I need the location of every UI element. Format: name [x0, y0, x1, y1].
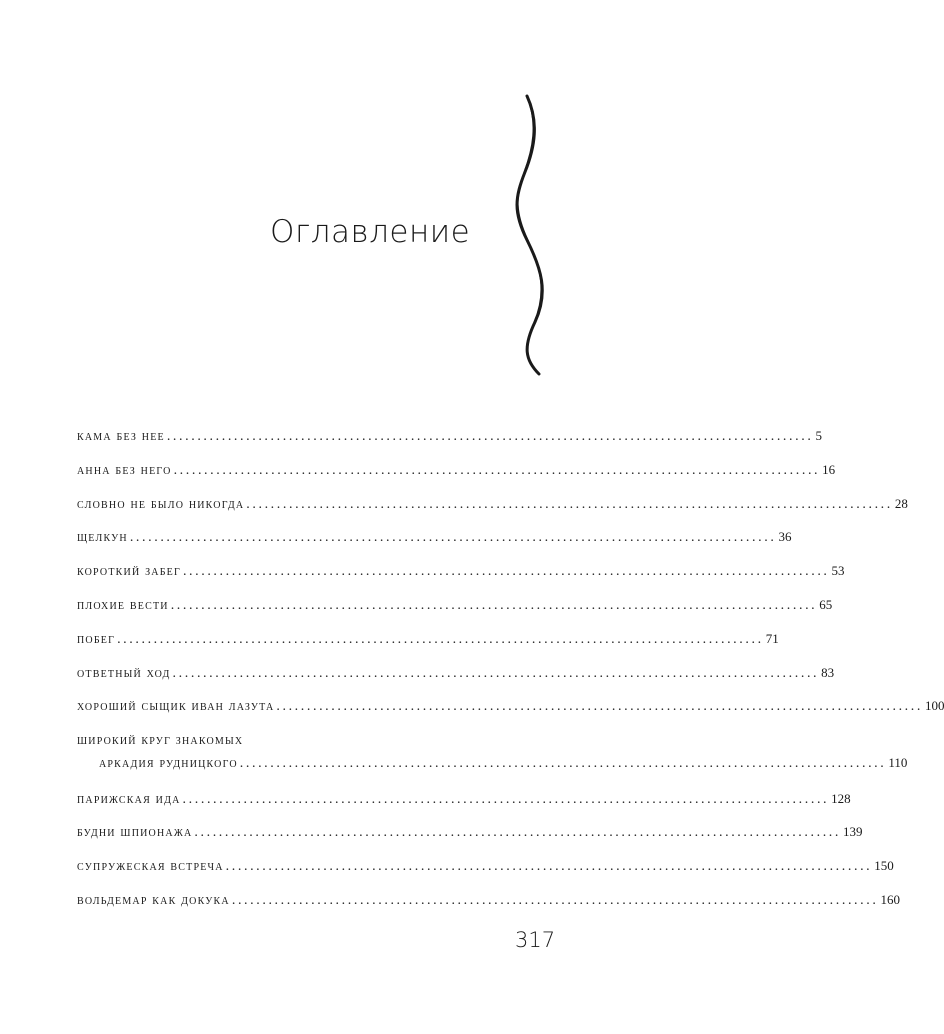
toc-entry-title: короткий забег: [77, 564, 181, 579]
toc-entry-page: 100: [924, 698, 944, 713]
toc-entry-title: аркадия рудницкого: [99, 756, 238, 771]
toc-entry: [77, 631, 779, 651]
wavy-line-flourish-icon: [505, 92, 555, 377]
toc-entry-page: 139: [843, 824, 863, 839]
toc-entry: [77, 892, 900, 912]
leader-dots: ..........................................................................................................: [194, 825, 842, 840]
toc-entry-page: 53: [831, 563, 845, 578]
leader-dots: ..........................................................................................................: [276, 699, 923, 714]
toc-entry-page: 160: [880, 892, 900, 907]
page-number: 317: [515, 928, 556, 952]
toc-entry-page: 5: [815, 428, 822, 443]
toc-entry-title-first-line: широкий круг знакомых: [77, 733, 244, 748]
toc-entry-page: 150: [874, 858, 894, 873]
toc-entry-title: словно не было никогда: [77, 497, 245, 512]
toc-entry-title: ответный ход: [77, 666, 171, 681]
toc-entry: [77, 791, 851, 811]
toc-entry: [77, 563, 845, 583]
leader-dots: ..........................................................................................................: [225, 859, 873, 874]
toc-entry-title: анна без него: [77, 463, 172, 478]
toc-entry-page: 16: [822, 462, 836, 477]
leader-dots: ..........................................................................................................: [246, 497, 893, 512]
toc-entry-title: побег: [77, 632, 116, 647]
leader-dots: ..........................................................................................................: [170, 598, 818, 613]
toc-entry: [77, 597, 833, 617]
leader-dots: ..........................................................................................................: [239, 756, 887, 771]
toc-entry: [77, 698, 944, 718]
toc-entry: [77, 858, 894, 878]
toc-entry-page: 65: [819, 597, 833, 612]
toc-entry-title: супружеская встреча: [77, 859, 224, 874]
toc-entry-page: 83: [821, 665, 835, 680]
toc-entry-page: 36: [778, 529, 792, 544]
toc-entry: [77, 755, 908, 775]
toc-entry: [77, 462, 836, 482]
toc-entry: [77, 529, 792, 549]
toc-entry-page: 128: [831, 791, 851, 806]
toc-entry-title: будни шпионажа: [77, 825, 193, 840]
leader-dots: ..........................................................................................................: [173, 463, 821, 478]
toc-entry-page: 110: [888, 755, 908, 770]
toc-entry: [77, 824, 863, 844]
toc-entry: [77, 428, 822, 448]
leader-dots: ..........................................................................................................: [182, 564, 830, 579]
leader-dots: ..........................................................................................................: [182, 792, 830, 807]
leader-dots: ..........................................................................................................: [231, 893, 879, 908]
leader-dots: ..........................................................................................................: [166, 429, 814, 444]
toc-entry-title: плохие вести: [77, 598, 169, 613]
toc-entry-title: парижская ида: [77, 792, 181, 807]
toc-entry-page: 28: [894, 496, 908, 511]
leader-dots: ..........................................................................................................: [129, 530, 777, 545]
toc-entry-page: 71: [765, 631, 779, 646]
toc-entry-title: кама без нее: [77, 429, 165, 444]
page-title: Оглавление: [270, 214, 471, 250]
leader-dots: ..........................................................................................................: [117, 632, 764, 647]
leader-dots: ..........................................................................................................: [172, 666, 820, 681]
toc-entry-title: вольдемар как докука: [77, 893, 230, 908]
toc-entry-title: щелкун: [77, 530, 128, 545]
toc-entry-title: хороший сыщик иван лазута: [77, 699, 275, 714]
toc-entry: [77, 665, 835, 685]
toc-entry: [77, 496, 908, 516]
